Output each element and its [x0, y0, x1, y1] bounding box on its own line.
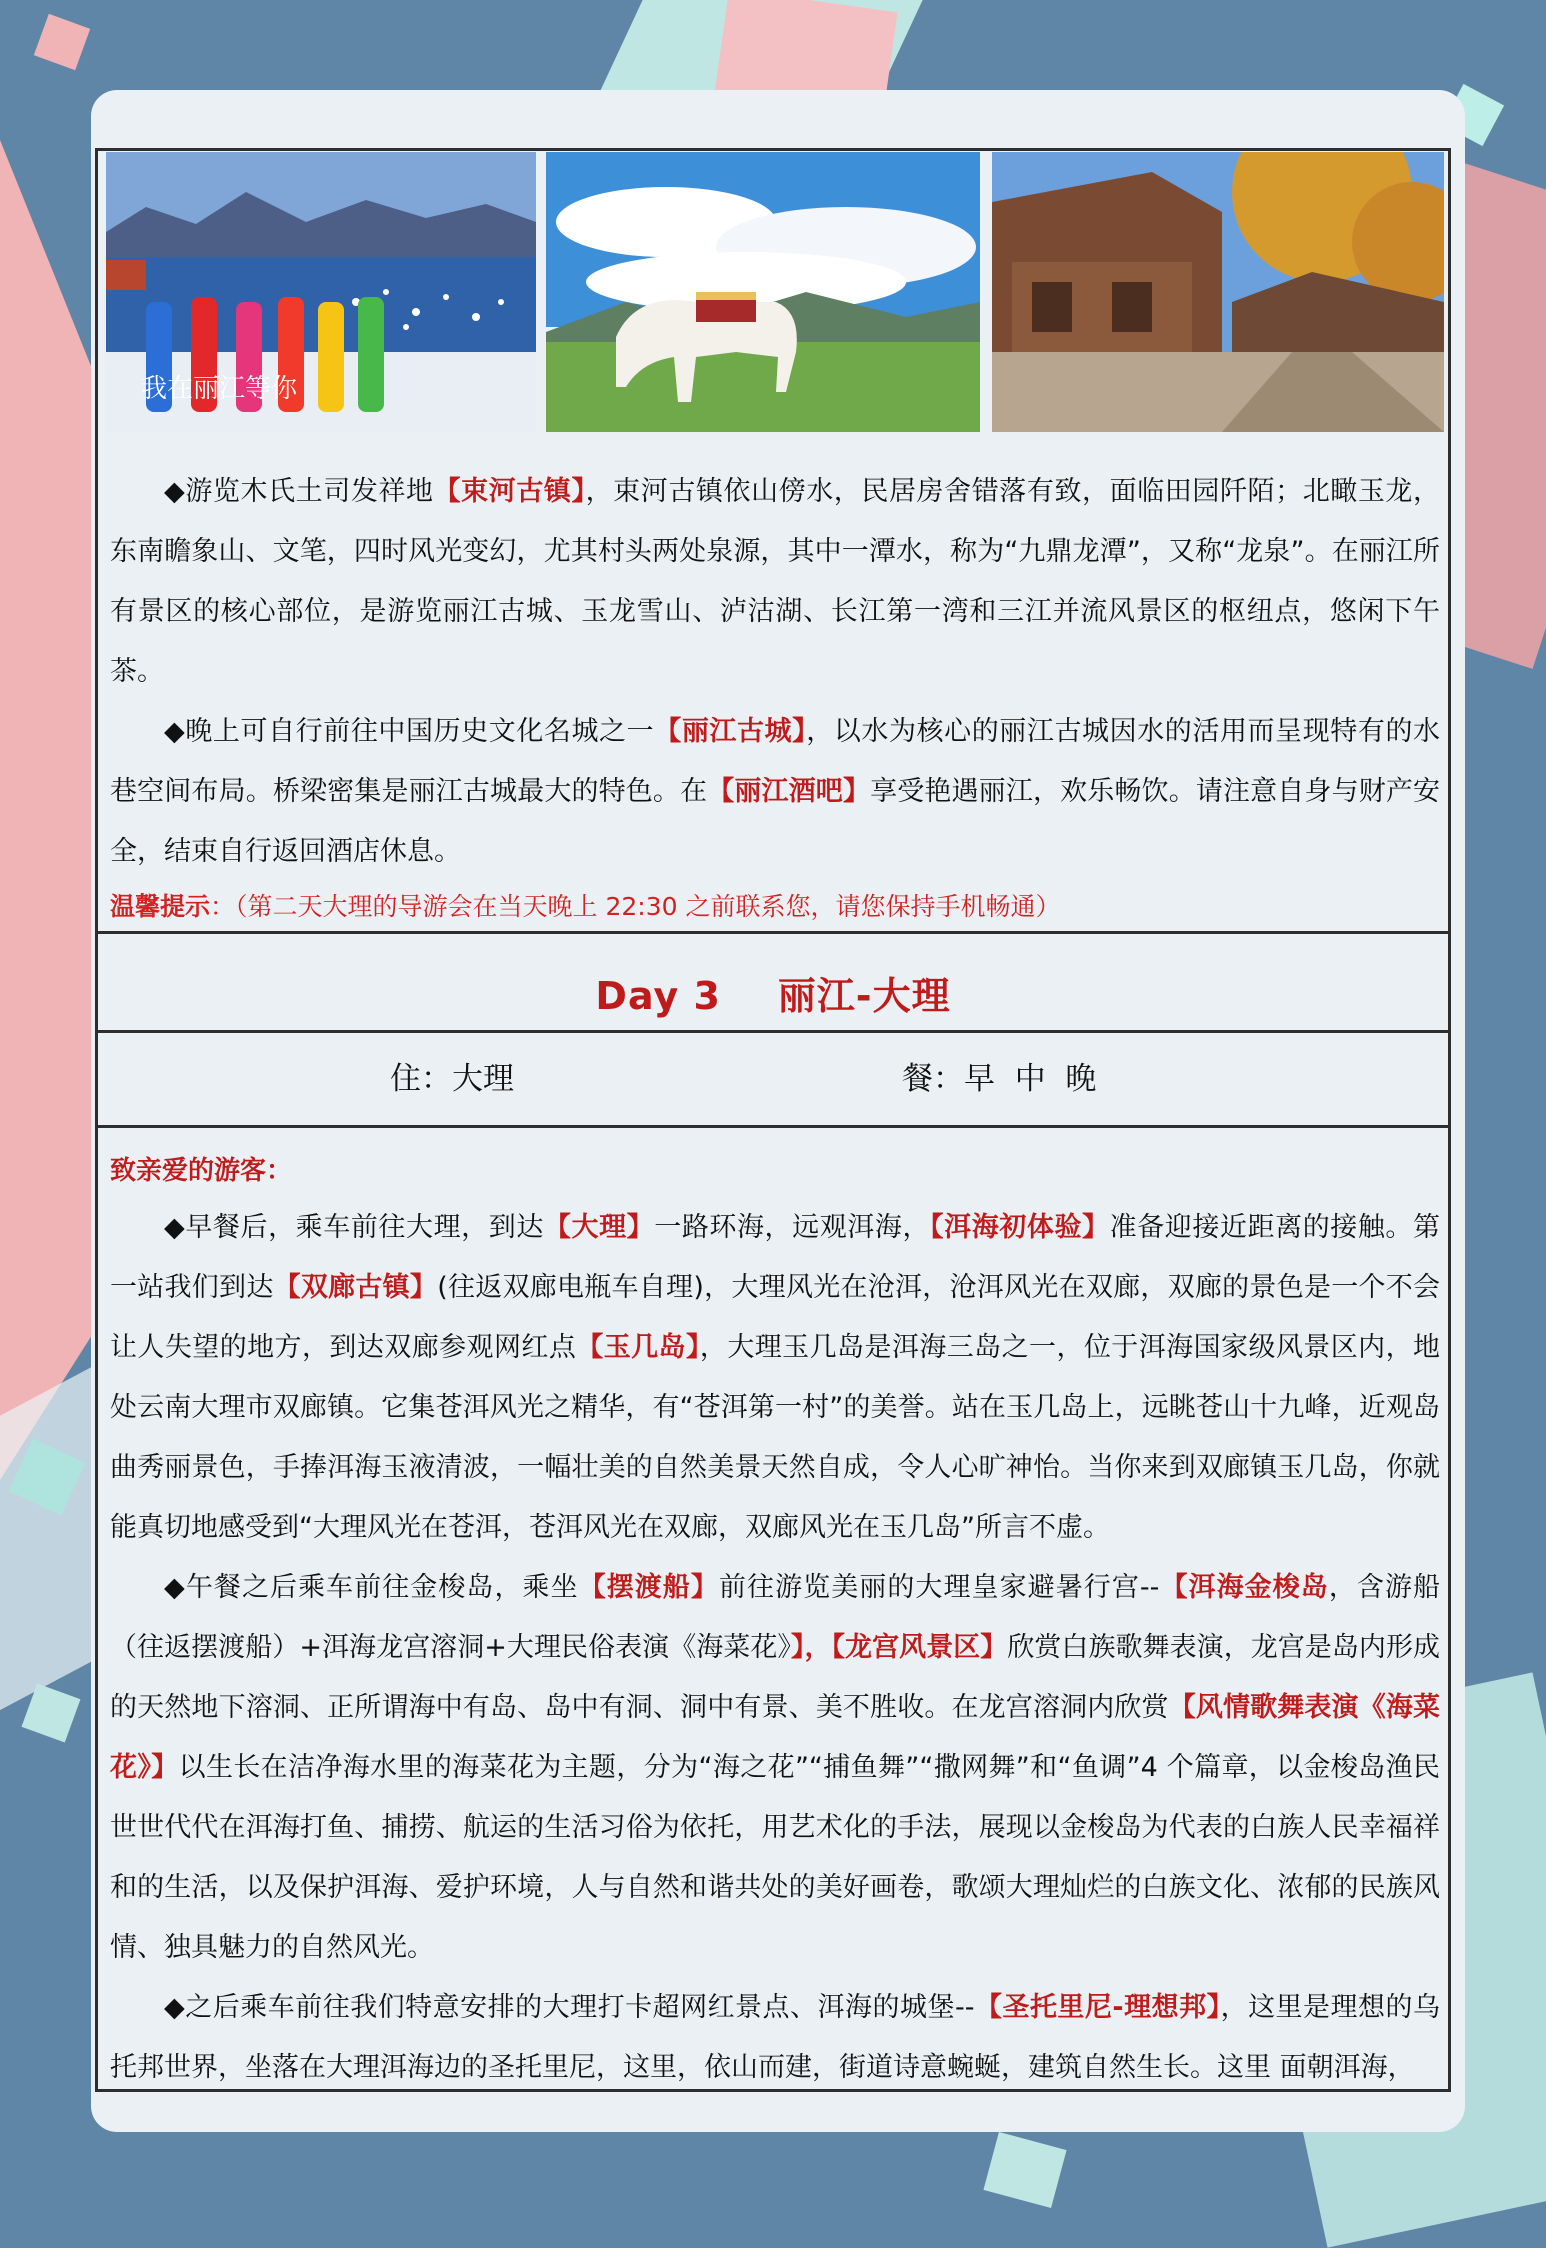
paragraph-santorini [110, 1978, 1440, 2098]
tip-text: ：（第二天大理的导游会在当天晚上 22:30 之前联系您，请您保持手机畅通） [210, 892, 1061, 921]
paragraph-lijiang-oldtown [110, 702, 1440, 882]
text: ，以水为核心的丽江古城因水的活用而呈现特有的水巷空间布局。桥梁密集是丽江古城最大的特色。在 [110, 716, 1441, 807]
paragraph-jinsuo-island [110, 1558, 1440, 1978]
highlight-ferry: 【摆渡船】 [578, 1572, 719, 1603]
text: ◆午餐之后乘车前往金梭岛，乘坐 [164, 1572, 579, 1603]
row-divider [95, 1125, 1451, 1128]
day2-description [110, 462, 1440, 932]
warm-tip [110, 882, 1440, 932]
text: 一路环海，远观洱海， [654, 1212, 931, 1243]
row-divider [95, 1030, 1451, 1033]
bg-pink-square [34, 14, 90, 70]
text: (往返双廊电瓶车自理)，大理风光在沧洱，沧洱风光在双廊，双廊的景色是一个不会让人失望的地方，到达双廊参观网红点 [110, 1272, 1441, 1363]
text: 前往游览美丽的大理皇家避暑行宫-- [719, 1572, 1160, 1603]
highlight-yuji-island: 【玉几岛】 [576, 1332, 700, 1363]
bottle-text: 我在丽江等你 [141, 374, 298, 404]
text: 享受艳遇丽江，欢乐畅饮。请注意自身与财产安全，结束自行返回酒店休息。 [110, 776, 1441, 867]
text: ，束河古镇依山傍水，民居房舍错落有致，面临田园阡陌；北瞰玉龙，东南瞻象山、文笔，四时风光变幻，尤其村头两处泉源，其中一潭水，称为“九鼎龙潭”，又称“龙泉”。在丽江所有景区的核心部位，是游览丽江古城、玉龙雪山、泸沽湖、长江第一湾和三江并流风景区的枢纽点，悠闲下午茶。 [110, 476, 1441, 687]
meals: 餐：早 中 晚 [902, 1061, 1097, 1097]
highlight-dali: 【大理】 [543, 1212, 655, 1243]
day3-description [110, 1198, 1440, 2098]
text: ，这里是理想的乌托邦世界，坐落在大理洱海边的圣托里尼，这里，依山而建，街道诗意蜿蜒，建筑自然生长。这里 面朝洱海， [110, 1992, 1441, 2083]
highlight-shuhe: 【束河古镇】 [433, 476, 586, 507]
highlight-lijiang-bar: 【丽江酒吧】 [707, 776, 871, 807]
paragraph-erhai [110, 1198, 1440, 1558]
highlight-jinsuo: 【洱海金梭岛 [1159, 1572, 1329, 1603]
tip-label: 温馨提示 [110, 892, 211, 921]
accommodation: 住：大理 [390, 1061, 514, 1097]
paragraph-shuhe [110, 462, 1440, 702]
highlight-lijiang-oldtown: 【丽江古城】 [654, 716, 807, 747]
photo-white-horse-meadow [546, 152, 980, 432]
text: ，含游船（往返摆渡船）+洱海龙宫溶洞+大理民俗表演《海菜花》 [110, 1572, 1441, 1663]
greeting: 致亲爱的游客： [110, 1156, 293, 1186]
photo-lugu-lake-bottles [106, 152, 536, 432]
text: 以生长在洁净海水里的海菜花为主题，分为“海之花”“捕鱼舞”“撒网舞”和“鱼调”4 个篇章，以金梭岛渔民世世代代在洱海打鱼、捕捞、航运的生活习俗为依托，用艺术化的手法，展现以金梭岛为代表的白族人民幸福祥和的生活，以及保护洱海、爱护环境，人与自然和谐共处的美好画卷，歌颂大理灿烂的白族文化、浓郁的民族风情、独具魅力的自然风光。 [110, 1752, 1440, 1963]
highlight-haicaihua-show: 【风情歌舞表演《海菜花》】 [110, 1692, 1440, 1783]
highlight-longgong: 】，【龙宫风景区】 [790, 1632, 1008, 1663]
text: ◆游览木氏土司发祥地 [164, 476, 434, 507]
text: 欣赏白族歌舞表演，龙宫是岛内形成的天然地下溶洞、正所谓海中有岛、岛中有洞、洞中有景、美不胜收。在龙宫溶洞内欣赏 [110, 1632, 1441, 1723]
text: 准备迎接近距离的接触。第一站我们到达 [110, 1212, 1441, 1303]
highlight-erhai-first: 【洱海初体验】 [930, 1212, 1110, 1243]
photo-shuhe-old-town [992, 152, 1444, 432]
text: ◆早餐后，乘车前往大理，到达 [164, 1212, 544, 1243]
text: ，大理玉几岛是洱海三岛之一，位于洱海国家级风景区内，地处云南大理市双廊镇。它集苍洱风光之精华，有“苍洱第一村”的美誉。站在玉几岛上，远眺苍山十九峰，近观岛曲秀丽景色，手捧洱海玉液清波，一幅壮美的自然美景天然自成，令人心旷神怡。当你来到双廊镇玉几岛，你就能真切地感受到“大理风光在苍洱，苍洱风光在双廊，双廊风光在玉几岛”所言不虚。 [110, 1332, 1441, 1543]
bg-teal-square [983, 2132, 1066, 2208]
text: ◆晚上可自行前往中国历史文化名城之一 [164, 716, 655, 747]
text: ◆之后乘车前往我们特意安排的大理打卡超网红景点、洱海的城堡-- [164, 1992, 975, 2023]
day-title: Day 3 丽江-大理 [595, 974, 951, 1018]
highlight-shuanglang: 【双廊古镇】 [273, 1272, 438, 1303]
highlight-santorini: 【圣托里尼-理想邦】 [974, 1992, 1221, 2023]
